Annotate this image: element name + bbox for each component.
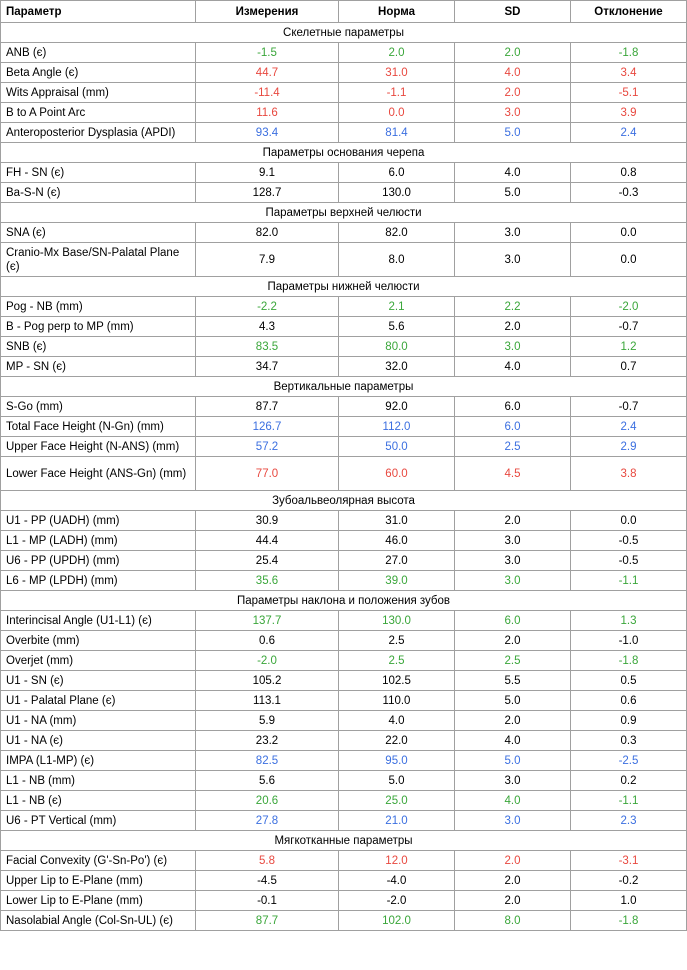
deviation-value: 2.3: [571, 811, 687, 831]
sd-value: 4.0: [455, 63, 571, 83]
deviation-value: -0.2: [571, 871, 687, 891]
parameter-name: L1 - MP (LADH) (mm): [1, 531, 196, 551]
deviation-value: 0.2: [571, 771, 687, 791]
table-row: [1, 163, 687, 183]
deviation-value: 0.0: [571, 511, 687, 531]
sd-value: 2.0: [455, 43, 571, 63]
measurement-value: 27.8: [196, 811, 339, 831]
measurement-value: -4.5: [196, 871, 339, 891]
measurement-value: -11.4: [196, 83, 339, 103]
deviation-value: 0.3: [571, 731, 687, 751]
parameter-name: Total Face Height (N-Gn) (mm): [1, 417, 196, 437]
sd-value: 2.0: [455, 871, 571, 891]
measurement-value: 35.6: [196, 571, 339, 591]
measurement-value: 20.6: [196, 791, 339, 811]
parameter-name: MP - SN (є): [1, 357, 196, 377]
table-row: [1, 871, 687, 891]
sd-value: 4.0: [455, 791, 571, 811]
section-header-row: [1, 831, 687, 851]
norm-value: 81.4: [339, 123, 455, 143]
deviation-value: -0.7: [571, 397, 687, 417]
parameter-name: Overbite (mm): [1, 631, 196, 651]
table-row: [1, 43, 687, 63]
deviation-value: -1.1: [571, 571, 687, 591]
sd-value: 3.0: [455, 103, 571, 123]
section-header-row: [1, 491, 687, 511]
norm-value: 46.0: [339, 531, 455, 551]
measurement-value: 25.4: [196, 551, 339, 571]
norm-value: -1.1: [339, 83, 455, 103]
norm-value: 50.0: [339, 437, 455, 457]
table-row: [1, 811, 687, 831]
norm-value: 12.0: [339, 851, 455, 871]
norm-value: 27.0: [339, 551, 455, 571]
deviation-value: 0.6: [571, 691, 687, 711]
measurement-value: 82.5: [196, 751, 339, 771]
table-row: [1, 631, 687, 651]
deviation-value: 3.8: [571, 457, 687, 491]
parameter-name: Wits Appraisal (mm): [1, 83, 196, 103]
deviation-value: 0.5: [571, 671, 687, 691]
table-row: [1, 437, 687, 457]
measurement-value: 11.6: [196, 103, 339, 123]
sd-value: 4.0: [455, 163, 571, 183]
parameter-name: SNB (є): [1, 337, 196, 357]
norm-value: 21.0: [339, 811, 455, 831]
table-row: [1, 511, 687, 531]
deviation-value: -1.1: [571, 791, 687, 811]
section-header-row: [1, 277, 687, 297]
parameter-name: Overjet (mm): [1, 651, 196, 671]
sd-value: 3.0: [455, 771, 571, 791]
sd-value: 6.0: [455, 397, 571, 417]
table-row: [1, 223, 687, 243]
measurement-value: 5.6: [196, 771, 339, 791]
norm-value: 60.0: [339, 457, 455, 491]
sd-value: 4.0: [455, 731, 571, 751]
parameter-name: IMPA (L1-MP) (є): [1, 751, 196, 771]
measurement-value: 105.2: [196, 671, 339, 691]
norm-value: 5.6: [339, 317, 455, 337]
sd-value: 6.0: [455, 417, 571, 437]
table-row: [1, 243, 687, 277]
measurement-value: -1.5: [196, 43, 339, 63]
norm-value: 82.0: [339, 223, 455, 243]
table-row: [1, 183, 687, 203]
table-row: [1, 711, 687, 731]
parameter-name: Ba-S-N (є): [1, 183, 196, 203]
sd-value: 8.0: [455, 911, 571, 931]
parameter-name: U1 - NA (є): [1, 731, 196, 751]
parameter-name: L6 - MP (LPDH) (mm): [1, 571, 196, 591]
sd-value: 2.0: [455, 711, 571, 731]
header-deviation: Отклонение: [571, 1, 687, 23]
deviation-value: -2.0: [571, 297, 687, 317]
table-row: [1, 551, 687, 571]
measurement-value: 83.5: [196, 337, 339, 357]
deviation-value: 2.4: [571, 123, 687, 143]
measurement-value: 5.9: [196, 711, 339, 731]
table-row: [1, 791, 687, 811]
sd-value: 2.5: [455, 651, 571, 671]
deviation-value: 1.3: [571, 611, 687, 631]
sd-value: 5.5: [455, 671, 571, 691]
parameter-name: L1 - NB (є): [1, 791, 196, 811]
norm-value: 80.0: [339, 337, 455, 357]
deviation-value: 3.4: [571, 63, 687, 83]
section-header-row: [1, 591, 687, 611]
deviation-value: -0.5: [571, 531, 687, 551]
section-title: Зубоальвеолярная высота: [1, 491, 687, 511]
deviation-value: -0.7: [571, 317, 687, 337]
section-title: Параметры верхней челюсти: [1, 203, 687, 223]
norm-value: 31.0: [339, 511, 455, 531]
parameter-name: Upper Face Height (N-ANS) (mm): [1, 437, 196, 457]
norm-value: 102.0: [339, 911, 455, 931]
norm-value: 102.5: [339, 671, 455, 691]
section-title: Скелетные параметры: [1, 23, 687, 43]
deviation-value: -2.5: [571, 751, 687, 771]
norm-value: 6.0: [339, 163, 455, 183]
table-row: [1, 911, 687, 931]
norm-value: 39.0: [339, 571, 455, 591]
deviation-value: 1.2: [571, 337, 687, 357]
table-row: [1, 297, 687, 317]
deviation-value: 2.4: [571, 417, 687, 437]
table-row: [1, 731, 687, 751]
sd-value: 3.0: [455, 531, 571, 551]
norm-value: 112.0: [339, 417, 455, 437]
deviation-value: 0.7: [571, 357, 687, 377]
norm-value: 32.0: [339, 357, 455, 377]
table-row: [1, 103, 687, 123]
norm-value: 31.0: [339, 63, 455, 83]
table-row: [1, 671, 687, 691]
deviation-value: -5.1: [571, 83, 687, 103]
measurement-value: -0.1: [196, 891, 339, 911]
section-header-row: [1, 203, 687, 223]
measurement-value: 82.0: [196, 223, 339, 243]
table-row: [1, 651, 687, 671]
table-row: [1, 891, 687, 911]
deviation-value: -3.1: [571, 851, 687, 871]
sd-value: 4.0: [455, 357, 571, 377]
sd-value: 5.0: [455, 183, 571, 203]
header-measurement: Измерения: [196, 1, 339, 23]
norm-value: -2.0: [339, 891, 455, 911]
parameter-name: U1 - Palatal Plane (є): [1, 691, 196, 711]
parameter-name: FH - SN (є): [1, 163, 196, 183]
measurement-value: 113.1: [196, 691, 339, 711]
measurement-value: 30.9: [196, 511, 339, 531]
parameter-name: U6 - PT Vertical (mm): [1, 811, 196, 831]
section-title: Параметры нижней челюсти: [1, 277, 687, 297]
measurement-value: 7.9: [196, 243, 339, 277]
table-row: [1, 851, 687, 871]
parameter-name: Nasolabial Angle (Col-Sn-UL) (є): [1, 911, 196, 931]
norm-value: 110.0: [339, 691, 455, 711]
sd-value: 2.0: [455, 83, 571, 103]
measurement-value: 87.7: [196, 397, 339, 417]
parameter-name: S-Go (mm): [1, 397, 196, 417]
parameter-name: U1 - SN (є): [1, 671, 196, 691]
deviation-value: -1.8: [571, 43, 687, 63]
norm-value: 92.0: [339, 397, 455, 417]
deviation-value: -1.8: [571, 651, 687, 671]
table-row: [1, 611, 687, 631]
sd-value: 3.0: [455, 243, 571, 277]
measurement-value: -2.0: [196, 651, 339, 671]
header-parameter: Параметр: [1, 1, 196, 23]
sd-value: 3.0: [455, 223, 571, 243]
section-title: Вертикальные параметры: [1, 377, 687, 397]
deviation-value: -0.5: [571, 551, 687, 571]
parameter-name: U6 - PP (UPDH) (mm): [1, 551, 196, 571]
parameter-name: Upper Lip to E-Plane (mm): [1, 871, 196, 891]
measurement-value: 57.2: [196, 437, 339, 457]
table-row: [1, 571, 687, 591]
sd-value: 6.0: [455, 611, 571, 631]
measurement-value: 93.4: [196, 123, 339, 143]
deviation-value: 2.9: [571, 437, 687, 457]
norm-value: 130.0: [339, 611, 455, 631]
section-header-row: [1, 23, 687, 43]
norm-value: 95.0: [339, 751, 455, 771]
table-row: [1, 691, 687, 711]
deviation-value: 0.8: [571, 163, 687, 183]
parameter-name: U1 - PP (UADH) (mm): [1, 511, 196, 531]
table-row: [1, 317, 687, 337]
section-title: Параметры наклона и положения зубов: [1, 591, 687, 611]
measurement-value: 87.7: [196, 911, 339, 931]
measurement-value: 44.7: [196, 63, 339, 83]
sd-value: 3.0: [455, 571, 571, 591]
sd-value: 2.0: [455, 891, 571, 911]
measurement-value: 5.8: [196, 851, 339, 871]
measurement-value: 9.1: [196, 163, 339, 183]
parameter-name: SNA (є): [1, 223, 196, 243]
measurement-value: 0.6: [196, 631, 339, 651]
parameter-name: Beta Angle (є): [1, 63, 196, 83]
measurement-value: -2.2: [196, 297, 339, 317]
table-row: [1, 751, 687, 771]
norm-value: 8.0: [339, 243, 455, 277]
deviation-value: -1.8: [571, 911, 687, 931]
measurement-value: 126.7: [196, 417, 339, 437]
sd-value: 2.0: [455, 851, 571, 871]
norm-value: 25.0: [339, 791, 455, 811]
table-row: [1, 771, 687, 791]
table-row: [1, 123, 687, 143]
norm-value: 0.0: [339, 103, 455, 123]
table-row: [1, 83, 687, 103]
parameter-name: Interincisal Angle (U1-L1) (є): [1, 611, 196, 631]
sd-value: 2.0: [455, 511, 571, 531]
section-title: Мягкотканные параметры: [1, 831, 687, 851]
parameter-name: L1 - NB (mm): [1, 771, 196, 791]
norm-value: 2.0: [339, 43, 455, 63]
deviation-value: -0.3: [571, 183, 687, 203]
sd-value: 2.2: [455, 297, 571, 317]
parameter-name: Anteroposterior Dysplasia (APDI): [1, 123, 196, 143]
deviation-value: 3.9: [571, 103, 687, 123]
sd-value: 5.0: [455, 691, 571, 711]
section-title: Параметры основания черепа: [1, 143, 687, 163]
norm-value: -4.0: [339, 871, 455, 891]
section-header-row: [1, 143, 687, 163]
sd-value: 3.0: [455, 337, 571, 357]
sd-value: 2.0: [455, 317, 571, 337]
parameter-name: Lower Lip to E-Plane (mm): [1, 891, 196, 911]
measurement-value: 44.4: [196, 531, 339, 551]
measurement-value: 4.3: [196, 317, 339, 337]
sd-value: 3.0: [455, 551, 571, 571]
norm-value: 2.1: [339, 297, 455, 317]
table-row: [1, 63, 687, 83]
parameter-name: Facial Convexity (G'-Sn-Po') (є): [1, 851, 196, 871]
parameter-name: Cranio-Mx Base/SN-Palatal Plane (є): [1, 243, 196, 277]
norm-value: 2.5: [339, 631, 455, 651]
parameter-name: Lower Face Height (ANS-Gn) (mm): [1, 457, 196, 491]
deviation-value: 0.0: [571, 223, 687, 243]
sd-value: 2.0: [455, 631, 571, 651]
parameter-name: B to A Point Arc: [1, 103, 196, 123]
norm-value: 130.0: [339, 183, 455, 203]
parameter-name: B - Pog perp to MP (mm): [1, 317, 196, 337]
table-header: [1, 1, 687, 23]
parameter-name: ANB (є): [1, 43, 196, 63]
norm-value: 2.5: [339, 651, 455, 671]
norm-value: 22.0: [339, 731, 455, 751]
sd-value: 5.0: [455, 123, 571, 143]
measurement-value: 128.7: [196, 183, 339, 203]
sd-value: 5.0: [455, 751, 571, 771]
measurement-value: 77.0: [196, 457, 339, 491]
table-row: [1, 397, 687, 417]
table-row: [1, 531, 687, 551]
table-row: [1, 357, 687, 377]
header-sd: SD: [455, 1, 571, 23]
header-norm: Норма: [339, 1, 455, 23]
measurement-value: 34.7: [196, 357, 339, 377]
deviation-value: 1.0: [571, 891, 687, 911]
deviation-value: 0.0: [571, 243, 687, 277]
norm-value: 4.0: [339, 711, 455, 731]
header-row: [1, 1, 687, 23]
deviation-value: 0.9: [571, 711, 687, 731]
section-header-row: [1, 377, 687, 397]
measurement-value: 137.7: [196, 611, 339, 631]
table-row: [1, 417, 687, 437]
sd-value: 4.5: [455, 457, 571, 491]
deviation-value: -1.0: [571, 631, 687, 651]
table-row: [1, 337, 687, 357]
parameter-name: U1 - NA (mm): [1, 711, 196, 731]
norm-value: 5.0: [339, 771, 455, 791]
sd-value: 2.5: [455, 437, 571, 457]
table-body: [1, 23, 687, 931]
parameter-name: Pog - NB (mm): [1, 297, 196, 317]
table-row: [1, 457, 687, 491]
sd-value: 3.0: [455, 811, 571, 831]
measurement-value: 23.2: [196, 731, 339, 751]
